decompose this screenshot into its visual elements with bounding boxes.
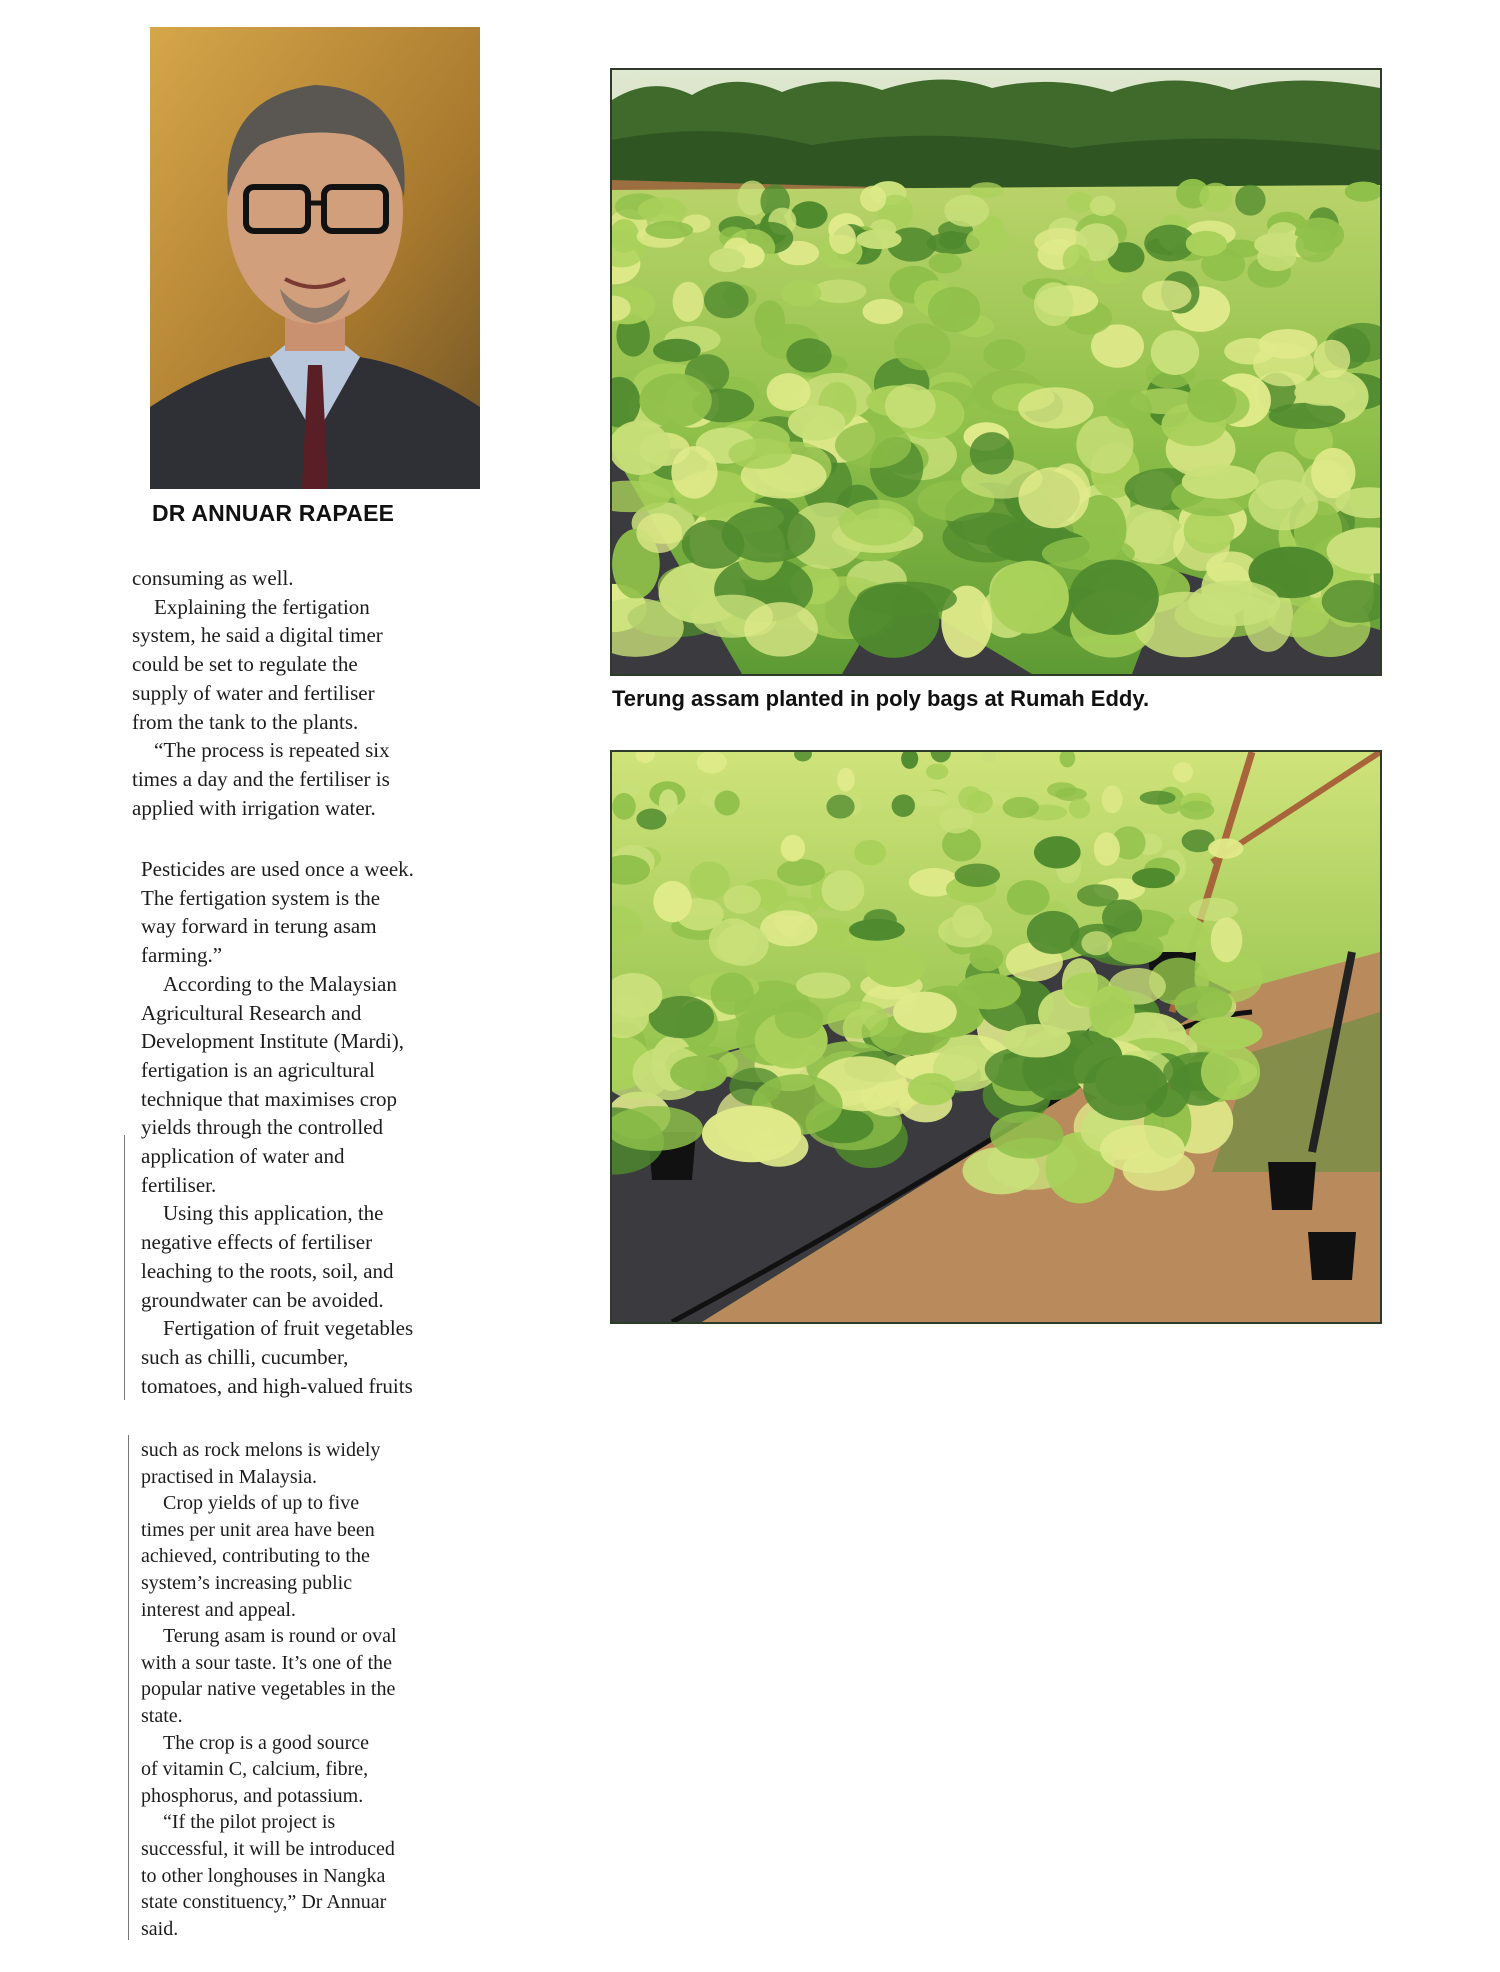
- leaf-shape: [1105, 389, 1152, 429]
- leaf-shape: [702, 1106, 801, 1162]
- leaf-shape: [690, 861, 730, 900]
- leaf-shape: [826, 795, 854, 819]
- article-paragraph: Using this application, the negative effects of fertiliser leaching to the roots, soil, and groundwater can be avoided.: [141, 1201, 394, 1312]
- leaf-shape: [926, 764, 948, 780]
- leaf-shape: [1269, 403, 1346, 429]
- leaf-shape: [704, 281, 749, 318]
- leaf-shape: [1295, 228, 1335, 263]
- leaf-shape: [1235, 185, 1265, 216]
- leaf-shape: [1174, 986, 1232, 1021]
- leaf-shape: [1018, 387, 1093, 428]
- leaf-shape: [1003, 797, 1039, 818]
- leaf-shape: [714, 791, 739, 816]
- leaf-shape: [636, 513, 682, 553]
- leaf-shape: [1089, 986, 1135, 1038]
- leaf-shape: [854, 840, 886, 866]
- leaf-shape: [983, 339, 1025, 370]
- leaf-shape: [711, 972, 754, 1014]
- leaf-shape: [894, 323, 950, 370]
- leaf-shape: [856, 229, 901, 249]
- leaf-shape: [944, 195, 989, 227]
- leaf-shape: [970, 432, 1014, 474]
- leaf-shape: [1180, 801, 1215, 820]
- leaf-shape: [781, 280, 822, 307]
- leaf-shape: [645, 221, 693, 239]
- leaf-shape: [990, 1111, 1063, 1158]
- leaf-shape: [1188, 580, 1280, 626]
- leaf-shape: [767, 373, 811, 411]
- leaf-shape: [788, 405, 846, 440]
- leaf-shape: [837, 768, 855, 792]
- leaf-shape: [777, 859, 825, 886]
- article-paragraph: The crop is a good source of vitamin C, calcium, fibre, phosphorus, and potassium.: [141, 1731, 370, 1807]
- leaf-shape: [775, 999, 823, 1038]
- leaf-shape: [928, 287, 980, 332]
- leaf-shape: [829, 223, 856, 254]
- leaf-shape: [760, 910, 817, 946]
- leaf-shape: [1100, 1125, 1185, 1173]
- article-paragraph: Fertigation of fruit vegetables such as chilli, cucumber, tomatoes, and high-valued fruits: [141, 1316, 414, 1398]
- leaf-shape: [1102, 899, 1142, 935]
- article-paragraph: “If the pilot project is successful, it will be introduced to other longhouses in Nangka state constituency,” Dr Annuar said.: [141, 1811, 395, 1940]
- leaf-shape: [1067, 192, 1093, 213]
- leaf-shape: [1047, 782, 1077, 797]
- leaf-shape: [755, 300, 785, 339]
- column-rule: [124, 1135, 125, 1400]
- leaf-shape: [860, 186, 886, 212]
- leaf-shape: [1248, 480, 1318, 531]
- leaf-shape: [612, 793, 636, 820]
- crop-photo-top: [610, 68, 1382, 676]
- leaf-shape: [639, 373, 711, 427]
- poly-bag: [1268, 1162, 1316, 1210]
- leaf-shape: [849, 919, 905, 941]
- leaf-shape: [938, 915, 992, 948]
- leaf-shape: [1069, 798, 1090, 818]
- leaf-shape: [955, 863, 1001, 887]
- leaf-shape: [1186, 231, 1227, 256]
- leaf-shape: [1208, 838, 1243, 858]
- leaf-shape: [1151, 330, 1199, 375]
- leaf-shape: [908, 1073, 955, 1105]
- leaf-shape: [796, 972, 850, 998]
- article-paragraph: “The process is repeated six times a day and the fertiliser is applied with irrigation water.: [132, 738, 390, 820]
- leaf-shape: [865, 945, 925, 987]
- leaf-shape: [1142, 280, 1191, 310]
- leaf-shape: [697, 752, 727, 773]
- leaf-shape: [791, 201, 828, 228]
- leaf-shape: [1224, 338, 1275, 365]
- article-paragraph: According to the Malaysian Agricultural Research and Development Institute (Mardi), fertigation is an agricultural technique that maximises crop yields through the controlled application of water and fertiliser.: [141, 971, 405, 1197]
- portrait-caption: DR ANNUAR RAPAEE: [152, 500, 395, 526]
- leaf-shape: [1003, 1024, 1070, 1057]
- leaf-shape: [835, 422, 911, 468]
- article-paragraph: consuming as well.: [132, 566, 294, 590]
- leaf-shape: [863, 299, 904, 324]
- leaf-shape: [671, 446, 717, 498]
- leaf-shape: [1132, 868, 1175, 888]
- article-paragraph: Crop yields of up to five times per unit area have been achieved, contributing to the system’s increasing public interest and appeal.: [141, 1492, 375, 1621]
- portrait-photo: [150, 27, 480, 489]
- article-paragraph: Pesticides are used once a week. The fertigation system is the way forward in terung asam farming.”: [141, 857, 414, 968]
- article-column-b: [141, 855, 521, 1400]
- leaf-shape: [673, 282, 704, 322]
- leaf-shape: [821, 870, 864, 911]
- leaf-shape: [1187, 379, 1237, 422]
- leaf-shape: [709, 918, 758, 963]
- leaf-shape: [670, 1056, 727, 1091]
- leaf-shape: [939, 808, 973, 833]
- leaf-shape: [1294, 379, 1355, 406]
- article-paragraph: Explaining the fertigation system, he said a digital timer could be set to regulate the supply of water and fertiliser from the tank to the plants.: [132, 594, 383, 734]
- leaf-shape: [1090, 196, 1116, 217]
- leaf-shape: [893, 992, 957, 1033]
- leaf-shape: [1069, 560, 1159, 635]
- poly-bag: [1308, 1232, 1356, 1280]
- leaf-shape: [966, 226, 1010, 255]
- crop-photo-bottom: [610, 750, 1382, 1324]
- article-column-c: [141, 1437, 501, 1942]
- leaf-shape: [1314, 340, 1351, 378]
- leaf-shape: [728, 438, 791, 469]
- leaf-shape: [915, 791, 949, 806]
- leaf-shape: [1189, 898, 1238, 921]
- leaf-shape: [1173, 762, 1193, 782]
- leaf-shape: [709, 248, 745, 272]
- leaf-shape: [958, 786, 982, 810]
- article-column-a: [132, 564, 512, 822]
- article-paragraph: Terung asam is round or oval with a sour taste. It’s one of the popular native vegetables in the state.: [141, 1625, 397, 1727]
- leaf-shape: [839, 500, 914, 546]
- photo-caption: Terung assam planted in poly bags at Rumah Eddy.: [612, 686, 1150, 711]
- leaf-shape: [1083, 1055, 1168, 1120]
- leaf-shape: [885, 384, 936, 428]
- leaf-shape: [1182, 465, 1259, 499]
- leaf-shape: [1107, 931, 1164, 964]
- leaf-shape: [1027, 911, 1080, 954]
- leaf-shape: [970, 182, 1003, 198]
- leaf-shape: [1140, 791, 1176, 805]
- leaf-shape: [636, 809, 666, 830]
- leaf-shape: [1102, 785, 1123, 813]
- leaf-shape: [1007, 880, 1050, 915]
- leaf-shape: [723, 885, 760, 914]
- leaf-shape: [1211, 917, 1243, 962]
- column-rule: [128, 1435, 129, 1940]
- leaf-shape: [1199, 183, 1232, 212]
- leaf-shape: [1081, 931, 1112, 955]
- leaf-shape: [781, 835, 805, 862]
- leaf-shape: [892, 794, 915, 817]
- leaf-shape: [857, 582, 957, 617]
- leaf-shape: [638, 197, 686, 223]
- leaf-shape: [1094, 832, 1120, 866]
- leaf-shape: [1201, 1044, 1260, 1100]
- leaf-shape: [722, 507, 816, 563]
- leaf-shape: [1168, 917, 1209, 953]
- leaf-shape: [990, 561, 1069, 634]
- leaf-shape: [653, 881, 692, 922]
- leaf-shape: [1018, 467, 1089, 528]
- leaf-shape: [929, 253, 962, 274]
- leaf-shape: [744, 602, 818, 656]
- leaf-shape: [939, 231, 964, 250]
- leaf-shape: [970, 944, 1004, 971]
- leaf-shape: [1034, 282, 1074, 326]
- leaf-shape: [1063, 245, 1090, 276]
- leaf-shape: [827, 1001, 888, 1039]
- leaf-shape: [659, 789, 678, 815]
- leaf-shape: [957, 973, 1021, 1010]
- leaf-shape: [1034, 836, 1081, 868]
- leaf-shape: [942, 512, 1031, 562]
- leaf-shape: [786, 338, 831, 372]
- article-paragraph: such as rock melons is widely practised in Malaysia.: [141, 1439, 381, 1488]
